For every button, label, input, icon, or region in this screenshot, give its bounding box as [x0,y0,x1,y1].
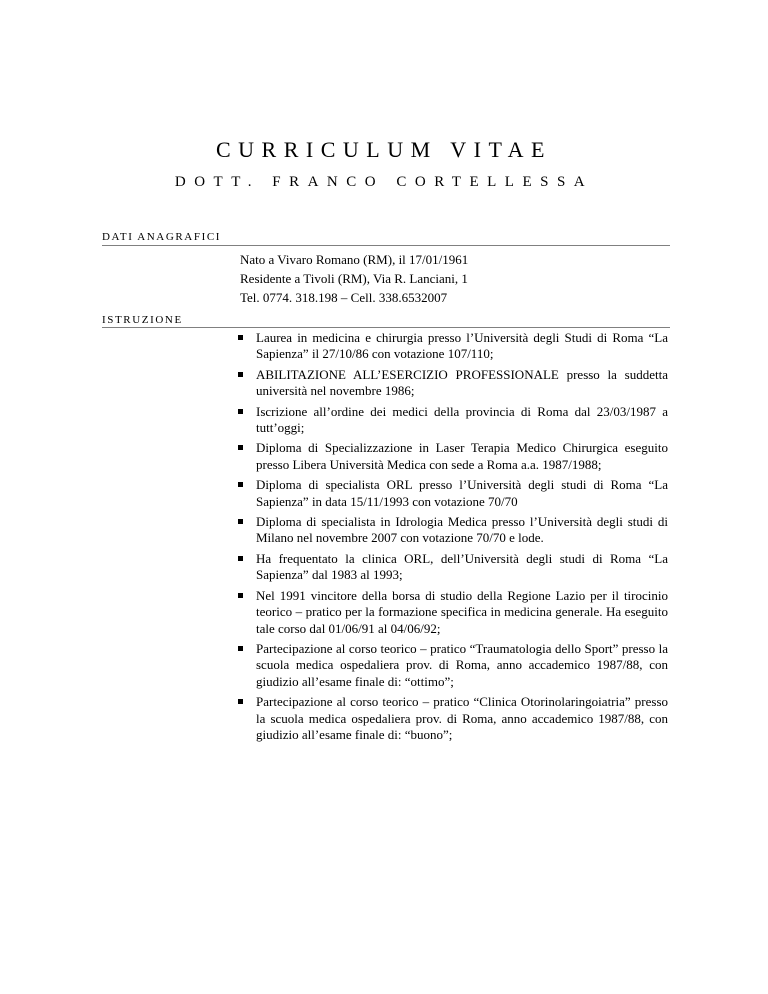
list-item [238,641,668,690]
list-item-text: Partecipazione al corso teorico – pratico “Clinica Otorinolaringoiatria” presso la scuola medica ospedaliera prov. di Roma, anno accademico 1987/88, con giudizio all’esame finale di: “buono”; [256,694,668,742]
square-bullet-icon [238,646,243,651]
education-list [238,330,668,747]
list-item-text: Diploma di specialista in Idrologia Medica presso l’Università degli studi di Milano nel novembre 2007 con votazione 70/70 e lode. [256,514,668,546]
section-title-personal-data: DATI ANAGRAFICI [102,231,222,243]
phone-info: Tel. 0774. 318.198 – Cell. 338.6532007 [240,290,448,305]
square-bullet-icon [238,556,243,561]
square-bullet-icon [238,372,243,377]
list-item-text: ABILITAZIONE ALL’ESERCIZIO PROFESSIONALE presso la suddetta università nel novembre 1986; [256,366,668,399]
list-item [238,477,668,510]
list-item [238,404,668,437]
list-item-text: Laurea in medicina e chirurgia presso l’Università degli Studi di Roma “La Sapienza” il 27/10/86 con votazione 107/110; [256,330,668,362]
square-bullet-icon [238,699,243,704]
list-item-text: Diploma di specialista ORL presso l’Università degli studi di Roma “La Sapienza” in data 15/11/1993 con votazione 70/70 [256,477,668,509]
list-item-text: Ha frequentato la clinica ORL, dell’Università degli studi di Roma “La Sapienza” dal 1983 al 1993; [256,550,668,583]
list-item-text: Nel 1991 vincitore della borsa di studio della Regione Lazio per il tirocinio teorico – pratico per la formazione specifica in medicina generale. Ha eseguito tale corso dal 01/06/91 al 04/06/92; [256,587,668,636]
birth-info: Nato a Vivaro Romano (RM), il 17/01/1961 [240,252,469,267]
section-title-education: ISTRUZIONE [102,314,183,326]
person-name: DOTT. FRANCO CORTELLESSA [174,174,594,190]
section-divider-education [102,327,670,328]
list-item [238,514,668,547]
document-title: CURRICULUM VITAE [215,137,552,162]
residence-info: Residente a Tivoli (RM), Via R. Lanciani, 1 [240,271,468,286]
list-item [238,367,668,400]
square-bullet-icon [238,335,243,340]
list-item [238,330,668,363]
list-item [238,694,668,743]
square-bullet-icon [238,593,243,598]
square-bullet-icon [238,409,243,414]
personal-data-block [240,250,468,307]
square-bullet-icon [238,519,243,524]
list-item-text: Partecipazione al corso teorico – pratico “Traumatologia dello Sport” presso la scuola medica ospedaliera prov. di Roma, anno accademico 1987/88, con giudizio all’esame finale di: “ottimo”; [256,640,668,689]
list-item-text: Diploma di Specializzazione in Laser Terapia Medico Chirurgica eseguito presso Libera Università Medica con sede a Roma a.a. 1987/1988; [256,440,668,472]
list-item [238,551,668,584]
list-item [238,588,668,637]
list-item-text: Iscrizione all’ordine dei medici della provincia di Roma dal 23/03/1987 a tutt’oggi; [256,403,668,436]
list-item [238,440,668,473]
square-bullet-icon [238,482,243,487]
square-bullet-icon [238,445,243,450]
section-divider-personal-data [102,245,670,246]
